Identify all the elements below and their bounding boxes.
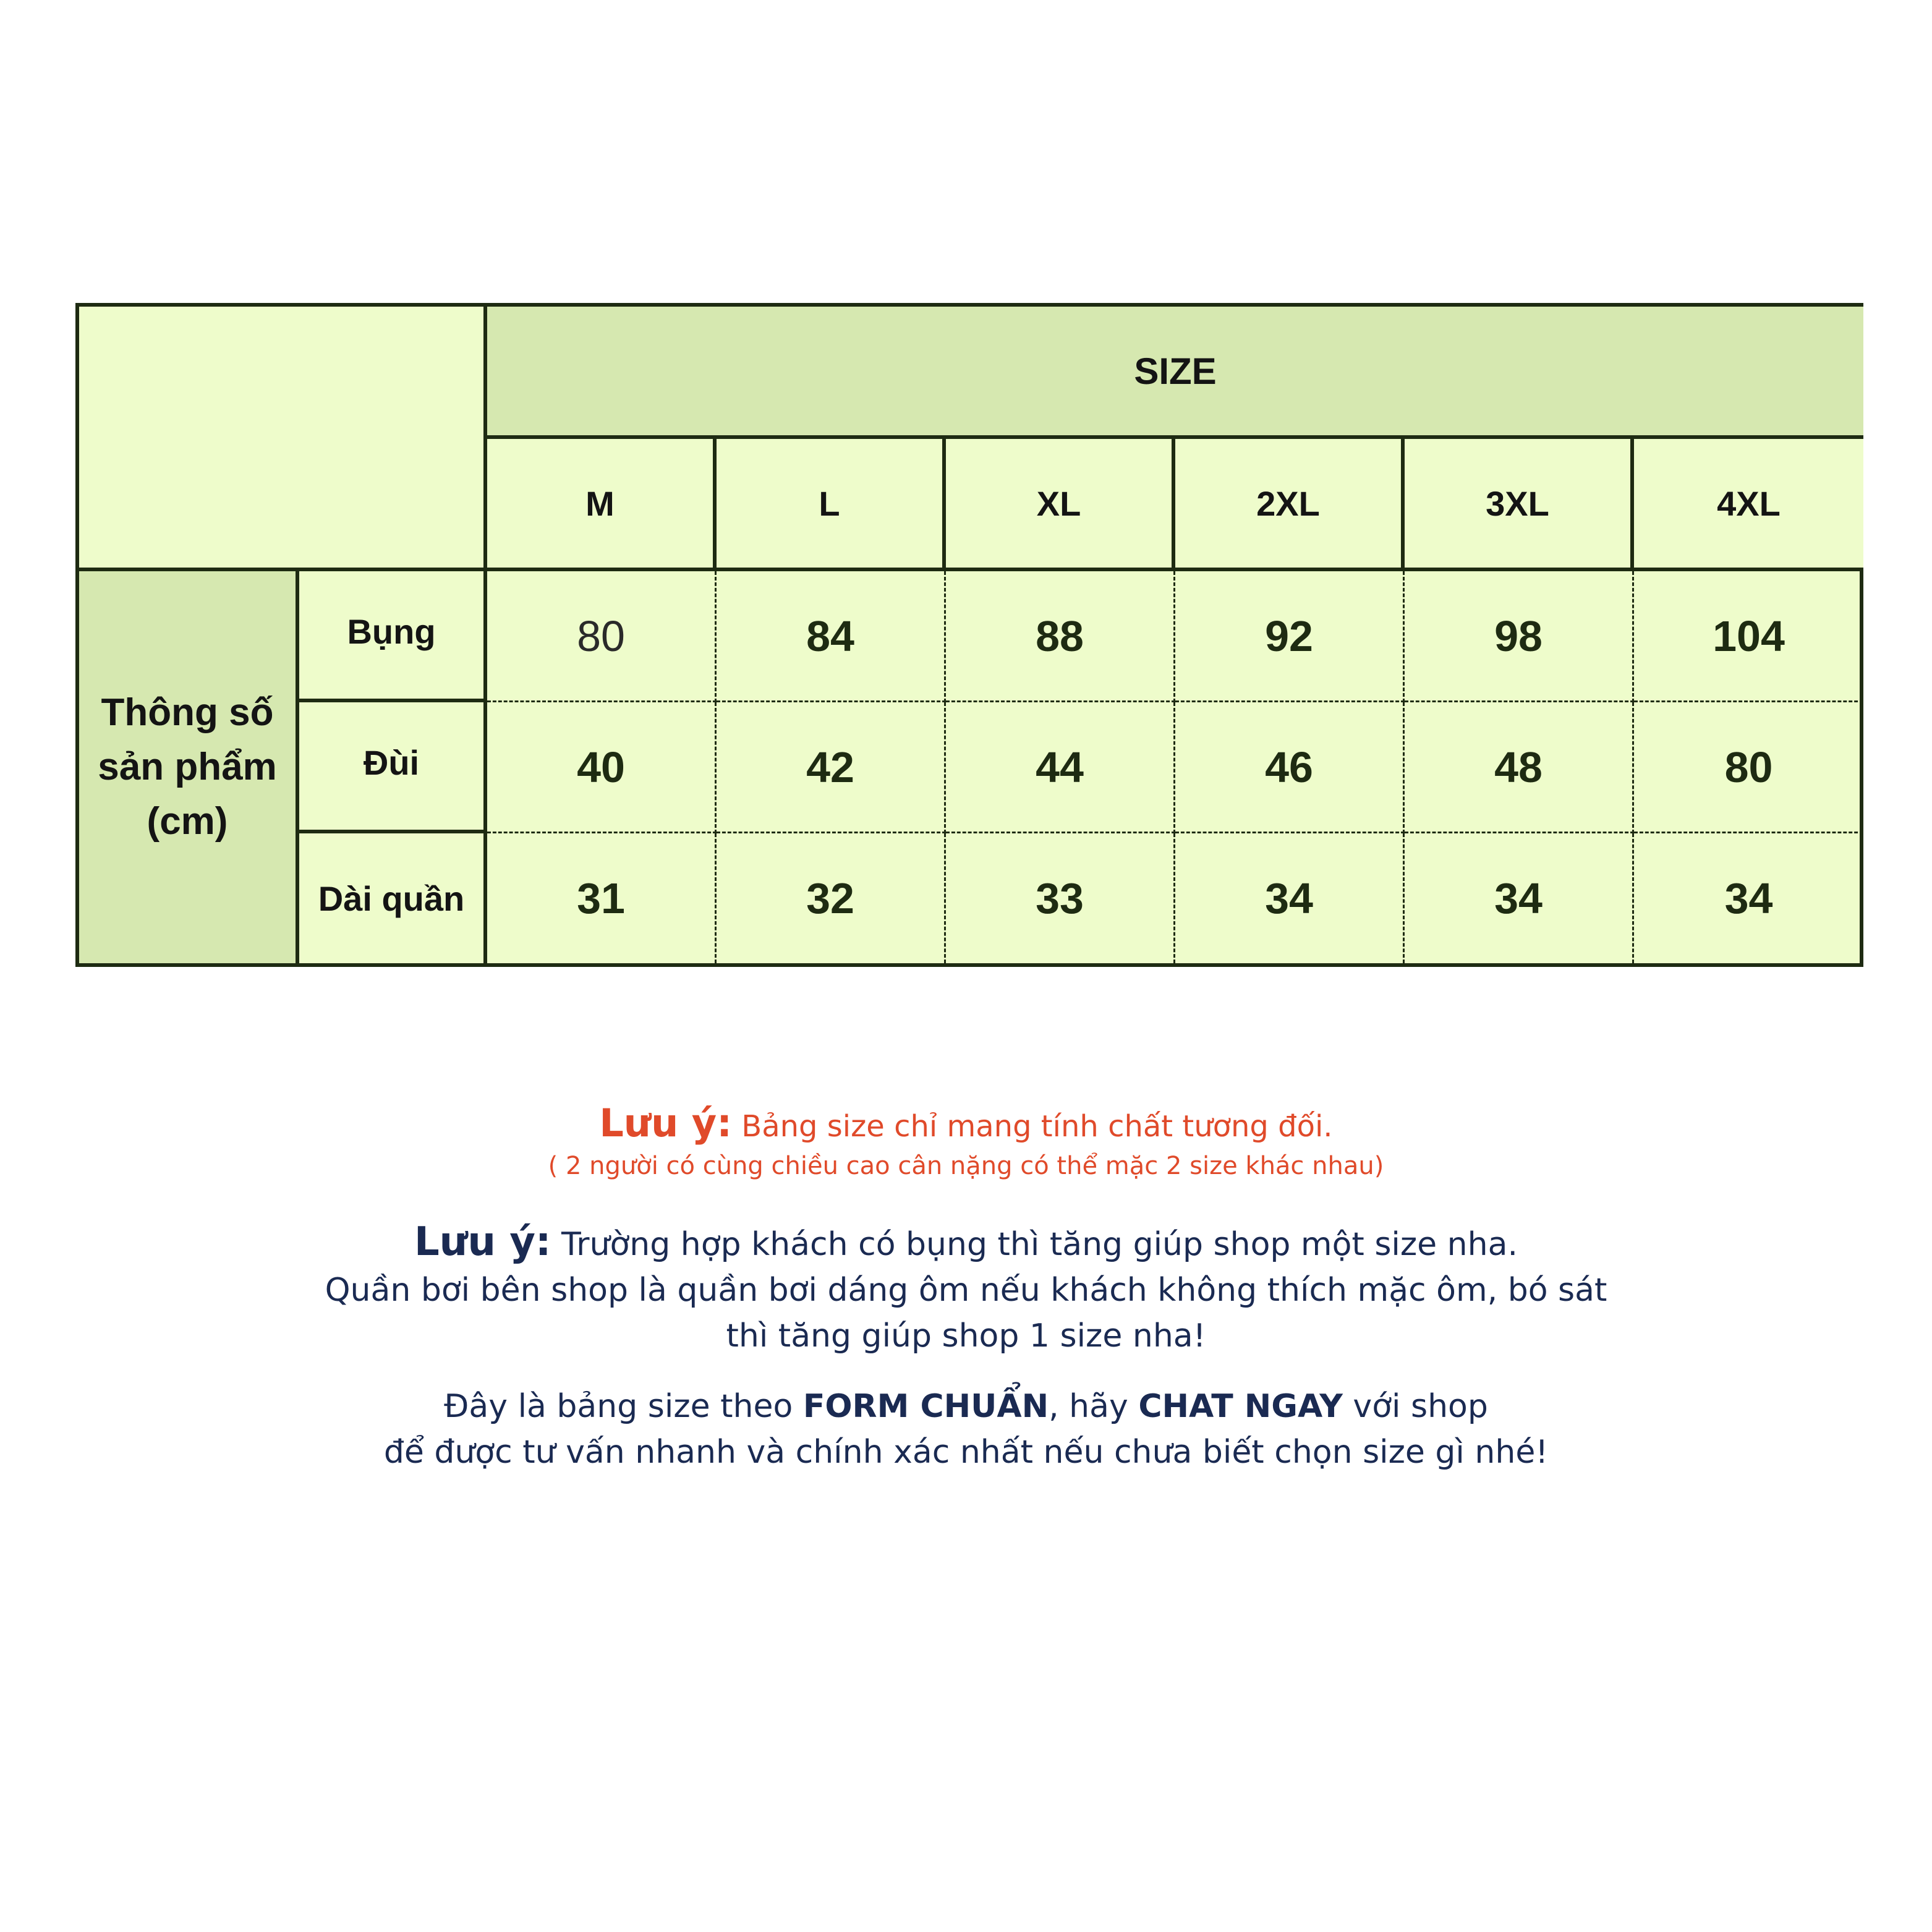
value-cell: 104 [1634,571,1863,702]
value-cell: 88 [946,571,1175,702]
note-bold: FORM CHUẨN [802,1388,1049,1425]
note-text: Bảng size chỉ mang tính chất tương đối. [732,1109,1333,1144]
row-label-bung: Bụng [299,571,487,702]
group-label [79,571,299,963]
note-belly-line [0,1219,1932,1267]
note-chat-line [0,1384,1932,1429]
size-header: SIZE [487,307,1863,439]
value-cell: 40 [487,702,717,833]
value-cell: 48 [1405,702,1634,833]
note-text: Đây là bảng size theo [444,1388,803,1425]
value-cell: 92 [1175,571,1405,702]
note-belly [0,1219,1932,1359]
row-label-dui: Đùi [299,702,487,833]
value-cell: 34 [1175,833,1405,963]
value-cell: 44 [946,702,1175,833]
note-chat [0,1384,1932,1475]
size-col-2xl: 2XL [1175,439,1405,571]
value-cell: 34 [1405,833,1634,963]
value-cell: 46 [1175,702,1405,833]
note-bold: CHAT NGAY [1138,1388,1343,1425]
note-subtext: ( 2 người có cùng chiều cao cân nặng có thể mặc 2 size khác nhau) [548,1152,1384,1180]
size-col-m: M [487,439,717,571]
value-cell: 98 [1405,571,1634,702]
row-label-dai-quan: Dài quần [299,833,487,963]
note-chat-line: để được tư vấn nhanh và chính xác nhất nếu chưa biết chọn size gì nhé! [383,1434,1549,1471]
note-relative [0,1102,1932,1184]
note-relative-line [0,1102,1932,1148]
value-cell: 32 [717,833,946,963]
group-label-line: sản phẩm [98,746,277,788]
note-text: Trường hợp khách có bụng thì tăng giúp shop một size nha. [551,1226,1518,1263]
size-col-3xl: 3XL [1405,439,1634,571]
size-col-4xl: 4XL [1634,439,1863,571]
value-cell: 33 [946,833,1175,963]
value-cell: 34 [1724,874,1773,922]
size-col-l: L [717,439,946,571]
note-text: với shop [1342,1388,1488,1425]
group-label-line: Thông số [101,691,274,734]
note-belly-line: Quần bơi bên shop là quần bơi dáng ôm nếu khách không thích mặc ôm, bó sát [325,1272,1607,1309]
note-text: , hãy [1049,1388,1139,1425]
size-table [75,303,1863,967]
group-label-line: (cm) [147,800,228,843]
value-cell: 80 [487,571,717,702]
corner-cell [79,307,487,571]
note-belly-line: thì tăng giúp shop 1 size nha! [726,1317,1206,1355]
value-cell: 31 [487,833,717,963]
value-cell: 42 [717,702,946,833]
note-tag: Lưu ý: [599,1100,732,1146]
size-col-xl: XL [946,439,1175,571]
value-cell: 84 [717,571,946,702]
note-tag: Lưu ý: [414,1219,551,1265]
value-cell: 80 [1634,702,1863,833]
